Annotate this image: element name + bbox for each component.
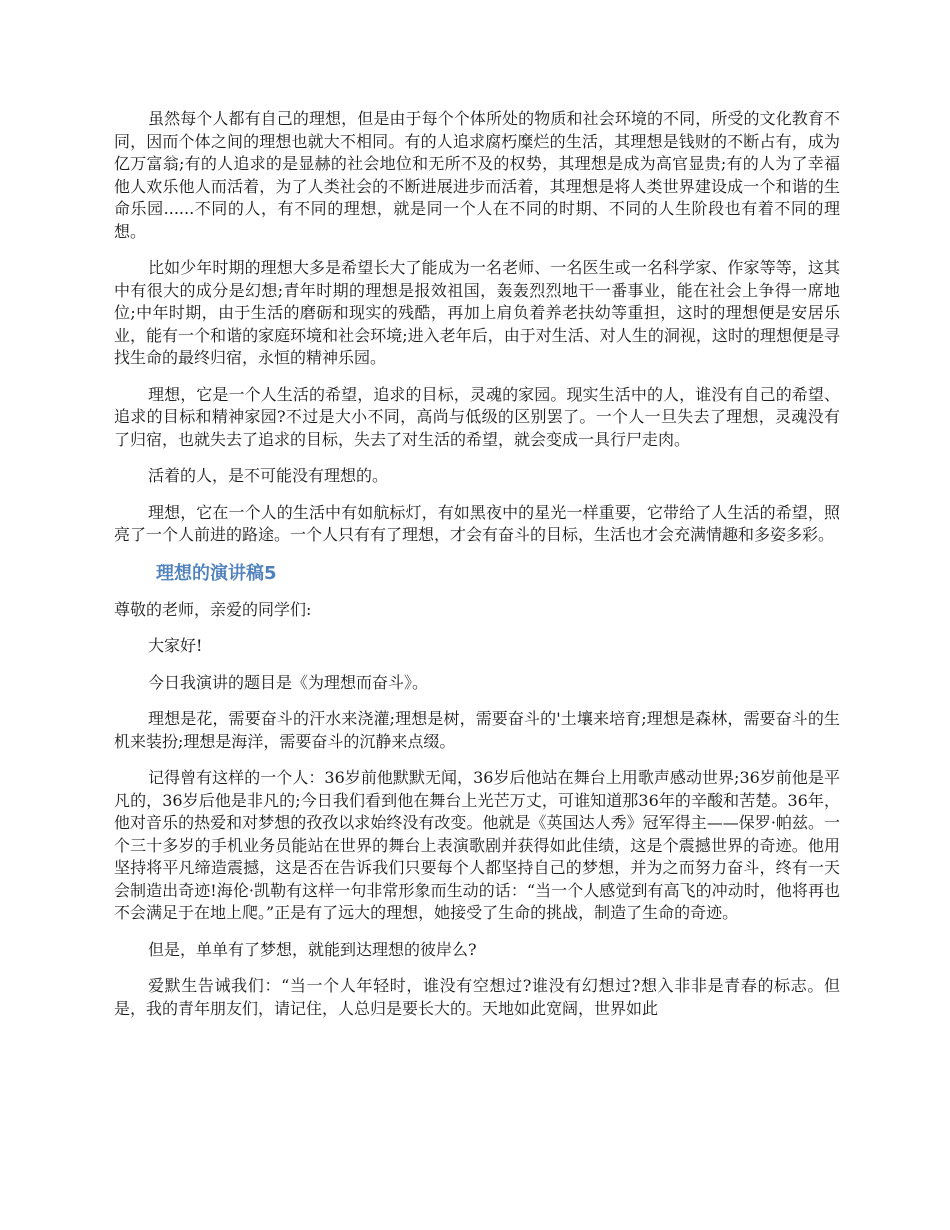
- paragraph: 比如少年时期的理想大多是希望长大了能成为一名老师、一名医生或一名科学家、作家等等，这其中有很大的成分是幻想;青年时期的理想是报效祖国，轰轰烈烈地干一番事业，能在社会上争得一席地位;中年时期，由于生活的磨砺和现实的残酷，再加上肩负着养老扶幼等重担，这时的理想便是安居乐业，能有一个和谐的家庭环境和社会环境;进入老年后，由于对生活、对人生的洞视，这时的理想便是寻找生命的最终归宿，永恒的精神乐园。: [114, 258, 840, 367]
- paragraph: 理想，它在一个人的生活中有如航标灯，有如黑夜中的星光一样重要，它带给了人生活的希望，照亮了一个人前进的路途。一个人只有有了理想，才会有奋斗的目标，生活也才会充满情趣和多姿多彩。: [114, 502, 840, 544]
- document-page: [114, 108, 840, 1034]
- paragraph: 但是，单单有了梦想，就能到达理想的彼岸么?: [148, 939, 477, 959]
- paragraph: 爱默生告诫我们：“当一个人年轻时，谁没有空想过?谁没有幻想过?想入非非是青春的标志。但是，我的青年朋友们，请记住，人总归是要长大的。天地如此宽阔，世界如此: [114, 976, 840, 1018]
- paragraph: 虽然每个人都有自己的理想，但是由于每个个体所处的物质和社会环境的不同，所受的文化教育不同，因而个体之间的理想也就大不相同。有的人追求腐朽糜烂的生活，其理想是钱财的不断占有，成为亿万富翁;有的人追求的是显赫的社会地位和无所不及的权势，其理想是成为高官显贵;有的人为了幸福他人欢乐他人而活着，为了人类社会的不断进展进步而活着，其理想是将人类世界建设成一个和谐的生命乐园......不同的人，有不同的理想，就是同一个人在不同的时期、不同的人生阶段也有着不同的理想。: [114, 109, 840, 241]
- paragraph: 活着的人，是不可能没有理想的。: [148, 466, 389, 485]
- salutation: 尊敬的老师，亲爱的同学们:: [114, 599, 312, 619]
- paragraph: 大家好!: [148, 636, 203, 655]
- paragraph: 今日我演讲的题目是《为理想而奋斗》。: [148, 672, 429, 692]
- section-heading: 理想的演讲稿5: [156, 562, 277, 584]
- paragraph: 理想是花，需要奋斗的汗水来浇灌;理想是树，需要奋斗的'土壤来培育;理想是森林，需要奋斗的生机来装扮;理想是海洋，需要奋斗的沉静来点缀。: [114, 709, 840, 751]
- paragraph: 理想，它是一个人生活的希望，追求的目标，灵魂的家园。现实生活中的人，谁没有自己的希望、追求的目标和精神家园?不过是大小不同，高尚与低级的区别罢了。一个人一旦失去了理想，灵魂没有了归宿，也就失去了追求的目标，失去了对生活的希望，就会变成一具行尸走肉。: [114, 384, 840, 449]
- paragraph: 记得曾有这样的一个人：36岁前他默默无闻，36岁后他站在舞台上用歌声感动世界;36岁前他是平凡的，36岁后他是非凡的;今日我们看到他在舞台上光芒万丈，可谁知道那36年的辛酸和苦楚。36年，他对音乐的热爱和对梦想的孜孜以求始终没有改变。他就是《英国达人秀》冠军得主——保罗·帕兹。一个三十多岁的手机业务员能站在世界的舞台上表演歌剧并获得如此佳绩，这是个震撼世界的奇迹。他用坚持将平凡缔造震撼，这是否在告诉我们只要每个人都坚持自己的梦想，并为之而努力奋斗，终有一天会制造出奇迹!海伦·凯勒有这样一句非常形象而生动的话：“当一个人感觉到有高飞的冲动时，他将再也不会满足于在地上爬。”正是有了远大的理想，她接受了生命的挑战，制造了生命的奇迹。: [114, 768, 840, 922]
